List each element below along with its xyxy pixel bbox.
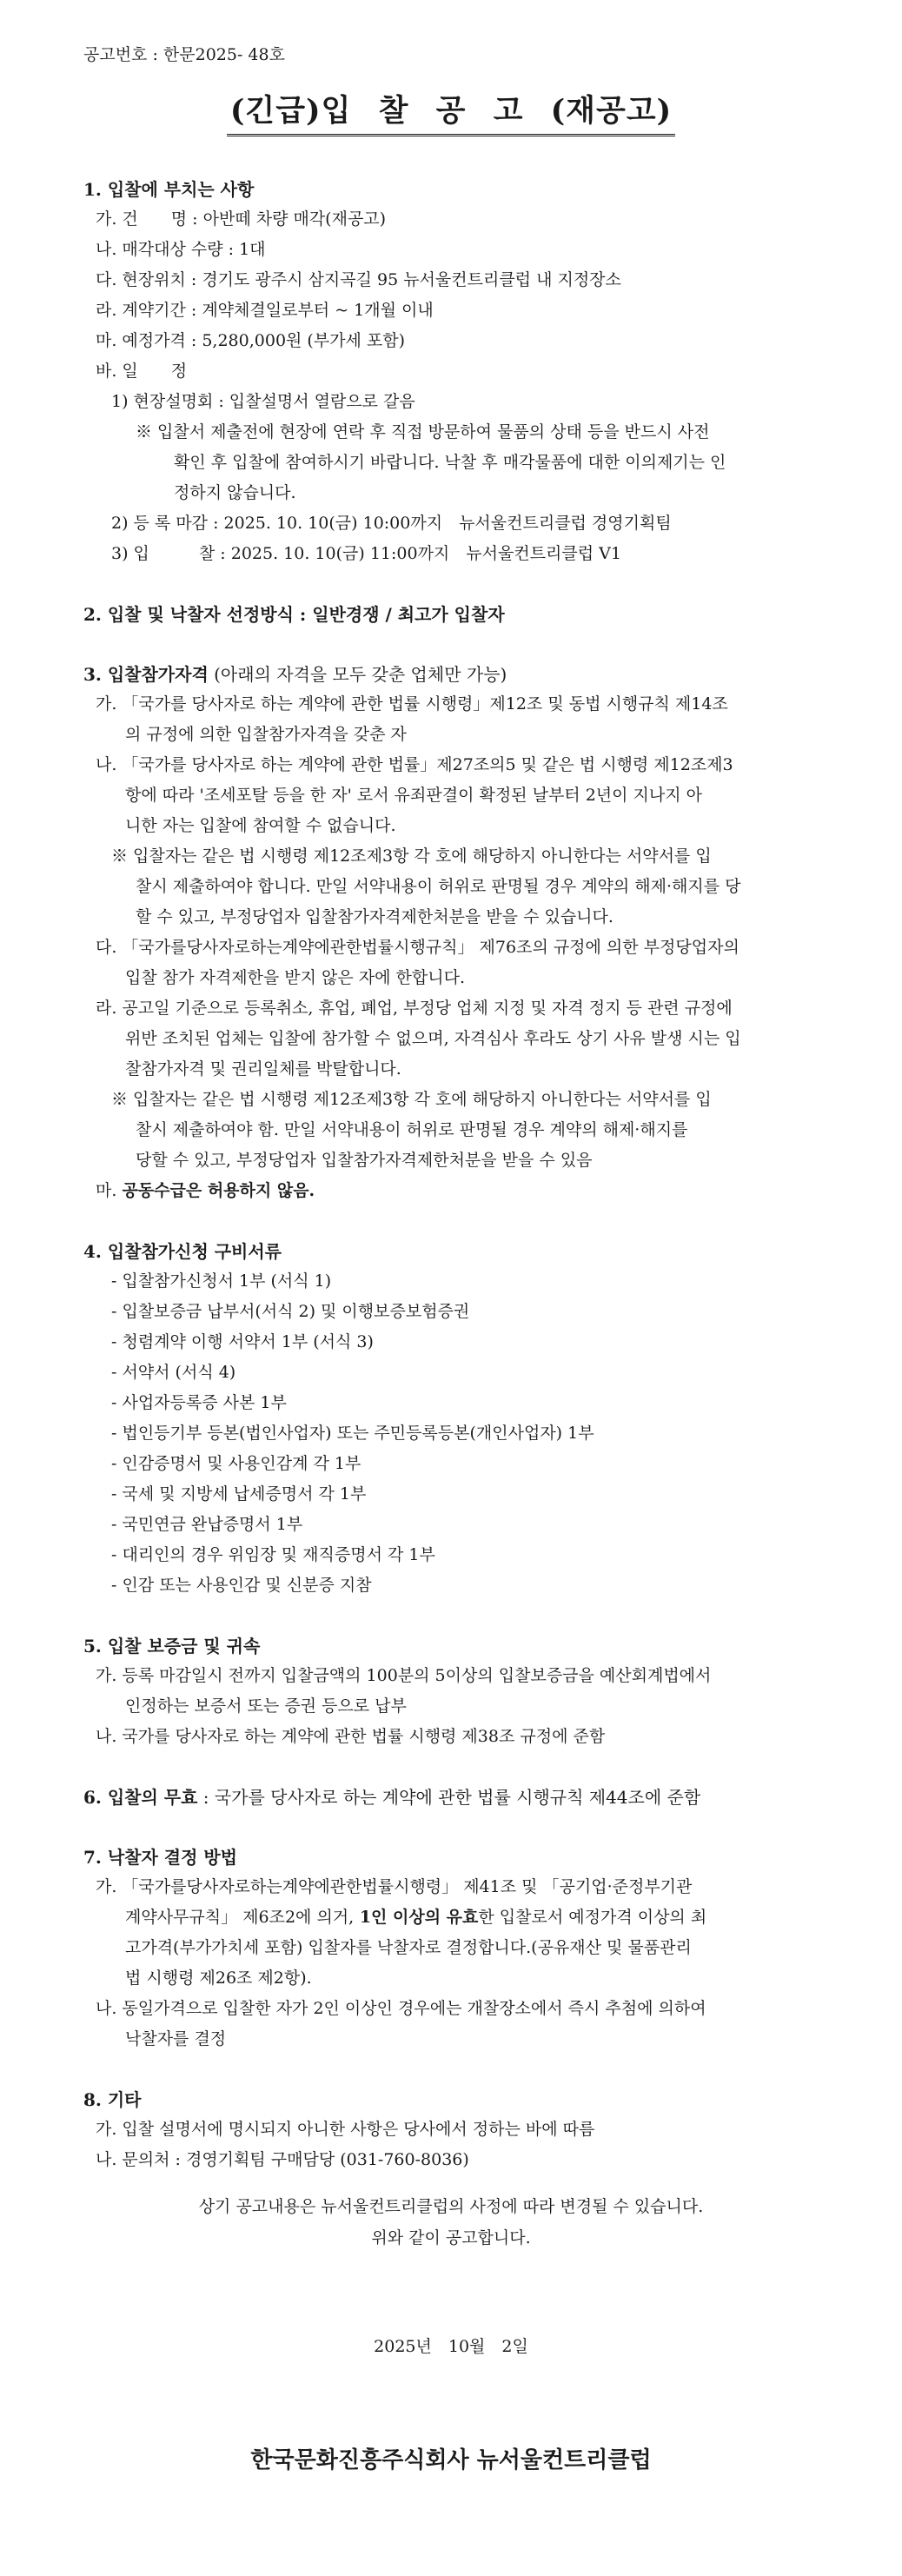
s1-line: 라. 계약기간 : 계약체결일로부터 ~ 1개월 이내 — [96, 301, 434, 320]
section-2-heading: 2. 입찰 및 낙찰자 선정방식 — [83, 604, 294, 625]
s1-note-line: 확인 후 입찰에 참여하시기 바랍니다. 낙찰 후 매각물품에 대한 이의제기는 인 — [174, 453, 726, 472]
s3-line: 입찰 참가 자격제한을 받지 않은 자에 한합니다. — [125, 968, 466, 987]
s3-line: 의 규정에 의한 입찰참가자격을 갖춘 자 — [125, 725, 407, 744]
s4-list-item: - 국세 및 지방세 납세증명서 각 1부 — [111, 1484, 367, 1504]
s1-line: 다. 현장위치 : 경기도 광주시 삼지곡길 95 뉴서울컨트리클럽 내 지정장소 — [96, 270, 621, 289]
s3-line: 나. 「국가를 당사자로 하는 계약에 관한 법률」제27조의5 및 같은 법 시행령 제12조제3 — [96, 755, 733, 774]
s3-line: 니한 자는 입찰에 참여할 수 없습니다. — [125, 816, 396, 835]
s4-list-item: - 인감 또는 사용인감 및 신분증 지참 — [111, 1576, 372, 1595]
s1-line: 3) 입 찰 : 2025. 10. 10(금) 11:00까지 뉴서울컨트리클럽 V1 — [111, 544, 621, 563]
section-2-title — [83, 601, 831, 629]
section-8-title: 8. 기타 — [83, 2089, 142, 2110]
title-wrapper — [0, 87, 902, 136]
s5-line: 가. 등록 마감일시 전까지 입찰금액의 100분의 5이상의 입찰보증금을 예산회계법에서 — [96, 1666, 712, 1685]
s7-line-a: 계약사무규칙」 제6조2에 의거, — [125, 1908, 355, 1927]
s4-list-item: - 사업자등록증 사본 1부 — [111, 1393, 287, 1412]
s1-line: 마. 예정가격 : 5,280,000원 (부가세 포함) — [96, 331, 406, 350]
s1-note-line: 정하지 않습니다. — [174, 483, 296, 502]
section-2-method: : 일반경쟁 / 최고가 입찰자 — [293, 604, 505, 625]
s3-line: 다. 「국가를당사자로하는계약에관한법률시행규칙」 제76조의 규정에 의한 부정당업자의 — [96, 938, 740, 957]
s3-last-bold: 공동수급은 허용하지 않음. — [122, 1181, 315, 1200]
s3-note-line: 당할 수 있고, 부정당업자 입찰참가자격제한처분을 받을 수 있음 — [136, 1151, 593, 1170]
s3-note-line: ※ 입찰자는 같은 법 시행령 제12조제3항 각 호에 해당하지 아니한다는 서약서를 입 — [111, 846, 712, 866]
s3-last-line — [83, 1176, 831, 1206]
section-3-title — [83, 661, 831, 689]
document-title: (긴급)입 찰 공 고 (재공고) — [227, 87, 675, 136]
s4-list-item: - 인감증명서 및 사용인감계 각 1부 — [111, 1454, 361, 1473]
s7-line: 법 시행령 제26조 제2항). — [125, 1969, 312, 1988]
s3-line: 항에 따라 '조세포탈 등을 한 자' 로서 유죄판결이 확정된 날부터 2년이 지나지 아 — [125, 786, 702, 805]
s3-note-line: 찰시 제출하여야 함. 만일 서약내용이 허위로 판명될 경우 계약의 해제·해지를 — [136, 1120, 688, 1139]
s4-list-item: - 입찰보증금 납부서(서식 2) 및 이행보증보험증권 — [111, 1302, 470, 1321]
s7-bold: 1인 이상의 유효 — [354, 1908, 479, 1927]
s4-list-item: - 입찰참가신청서 1부 (서식 1) — [111, 1271, 332, 1291]
section-3-heading: 3. 입찰참가자격 — [83, 664, 209, 685]
section-5-title: 5. 입찰 보증금 및 귀속 — [83, 1636, 261, 1656]
s7-line — [83, 1902, 831, 1933]
s3-last-prefix: 마. — [96, 1181, 123, 1200]
section-3-note: (아래의 자격을 모두 갖춘 업체만 가능) — [208, 664, 507, 685]
s7-line: 나. 동일가격으로 입찰한 자가 2인 이상인 경우에는 개찰장소에서 즉시 추첨에 의하여 — [96, 1999, 706, 2018]
s4-list-item: - 청렴계약 이행 서약서 1부 (서식 3) — [111, 1332, 374, 1351]
s7-line: 고가격(부가가치세 포함) 입찰자를 낙찰자로 결정합니다.(공유재산 및 물품관리 — [125, 1938, 692, 1957]
s1-line: 1) 현장설명회 : 입찰설명서 열람으로 갈음 — [111, 392, 415, 411]
s3-note-line: ※ 입찰자는 같은 법 시행령 제12조제3항 각 호에 해당하지 아니한다는 서약서를 입 — [111, 1090, 712, 1109]
s4-list-item: - 법인등기부 등본(법인사업자) 또는 주민등록등본(개인사업자) 1부 — [111, 1424, 594, 1443]
s1-line: 2) 등 록 마감 : 2025. 10. 10(금) 10:00까지 뉴서울컨트리클럽 경영기획팀 — [111, 514, 672, 533]
s3-line: 위반 조치된 업체는 입찰에 참가할 수 없으며, 자격심사 후라도 상기 사유 발생 시는 입 — [125, 1029, 741, 1048]
notice-date: 2025년 10월 2일 — [374, 2337, 528, 2356]
s4-list-item: - 국민연금 완납증명서 1부 — [111, 1515, 303, 1534]
s7-line: 가. 「국가를당사자로하는계약에관한법률시행령」 제41조 및 「공기업·준정부기관 — [96, 1877, 693, 1896]
s4-list-item: - 대리인의 경우 위임장 및 재직증명서 각 1부 — [111, 1545, 435, 1564]
s1-line: 나. 매각대상 수량 : 1대 — [96, 240, 266, 259]
s5-line: 인정하는 보증서 또는 증권 등으로 납부 — [125, 1696, 407, 1716]
s1-line: 바. 일 정 — [96, 362, 188, 381]
s3-line: 라. 공고일 기준으로 등록취소, 휴업, 폐업, 부정당 업체 지정 및 자격 정지 등 관련 규정에 — [96, 999, 733, 1018]
footer-notice: 상기 공고내용은 뉴서울컨트리클럽의 사정에 따라 변경될 수 있습니다. — [198, 2197, 704, 2216]
section-4-title: 4. 입찰참가신청 구비서류 — [83, 1241, 282, 1262]
document-body — [83, 176, 831, 2175]
s8-line: 가. 입찰 설명서에 명시되지 아니한 사항은 당사에서 정하는 바에 따름 — [96, 2120, 595, 2139]
s7-line: 낙찰자를 결정 — [125, 2029, 227, 2048]
s3-line: 찰참가자격 및 권리일체를 박탈합니다. — [125, 1059, 401, 1079]
s1-line: 가. 건 명 : 아반떼 차량 매각(재공고) — [96, 209, 387, 229]
notice-number: 공고번호 : 한문2025- 48호 — [83, 45, 285, 64]
s1-note-line: ※ 입찰서 제출전에 현장에 연락 후 직접 방문하여 물품의 상태 등을 반드시 사전 — [136, 422, 710, 442]
s3-note-line: 찰시 제출하여야 합니다. 만일 서약내용이 허위로 판명될 경우 계약의 해제·해지를 당 — [136, 877, 741, 896]
s7-line-b: 한 입찰로서 예정가격 이상의 최 — [478, 1908, 707, 1927]
s5-line: 나. 국가를 당사자로 하는 계약에 관한 법률 시행령 제38조 규정에 준함 — [96, 1727, 606, 1746]
s3-line: 가. 「국가를 당사자로 하는 계약에 관한 법률 시행령」제12조 및 동법 시행규칙 제14조 — [96, 694, 728, 714]
section-6-heading: 6. 입찰의 무효 — [83, 1787, 198, 1808]
s3-note-line: 할 수 있고, 부정당업자 입찰참가자격제한처분을 받을 수 있습니다. — [136, 907, 613, 926]
footer-announce: 위와 같이 공고합니다. — [371, 2228, 531, 2247]
section-6-rest: : 국가를 당사자로 하는 계약에 관한 법률 시행규칙 제44조에 준함 — [197, 1787, 701, 1808]
section-7-title: 7. 낙찰자 결정 방법 — [83, 1847, 238, 1868]
section-1-title: 1. 입찰에 부치는 사항 — [83, 179, 255, 200]
s8-line: 나. 문의처 : 경영기획팀 구매담당 (031-760-8036) — [96, 2150, 469, 2169]
issuer-name: 한국문화진흥주식회사 뉴서울컨트리클럽 — [250, 2447, 652, 2473]
section-6-title — [83, 1783, 831, 1812]
s4-list-item: - 서약서 (서식 4) — [111, 1363, 236, 1382]
